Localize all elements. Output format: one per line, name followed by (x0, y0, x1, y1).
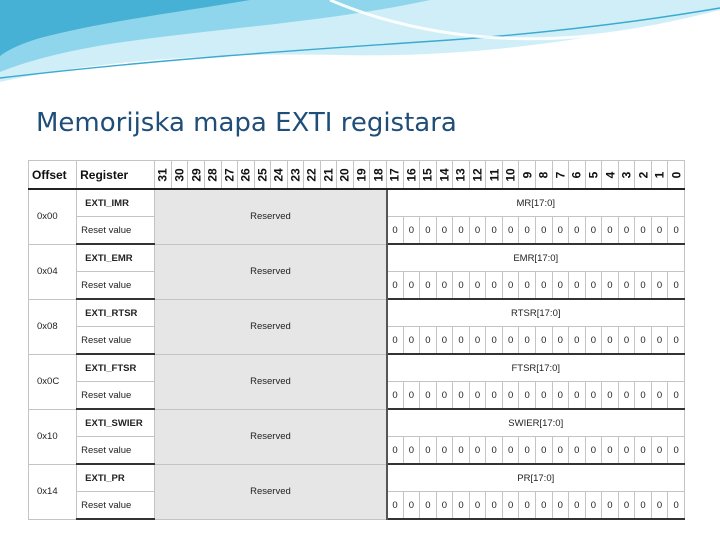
bit-header (502, 161, 519, 190)
reset-bit: 0 (403, 437, 420, 465)
bit-header-label: 27 (222, 167, 237, 182)
register-offset: 0x0C (29, 354, 77, 409)
reset-bit: 0 (651, 327, 668, 355)
bit-header-label: 8 (536, 171, 551, 178)
register-offset: 0x10 (29, 409, 77, 464)
reset-bit: 0 (552, 492, 569, 520)
reset-bit: 0 (403, 492, 420, 520)
reset-bit: 0 (535, 492, 552, 520)
bit-field: SWIER[17:0] (387, 409, 685, 437)
reset-bit: 0 (535, 437, 552, 465)
reserved-field: Reserved (155, 299, 387, 354)
bit-header-label: 13 (453, 167, 468, 182)
reset-bit: 0 (469, 272, 486, 300)
reset-bit: 0 (602, 492, 619, 520)
reset-bit: 0 (469, 382, 486, 410)
bit-header (155, 161, 172, 190)
bit-header (618, 161, 635, 190)
bit-header (320, 161, 337, 190)
reset-bit: 0 (602, 217, 619, 245)
bit-header (370, 161, 387, 190)
reset-bit: 0 (585, 217, 602, 245)
bit-field: MR[17:0] (387, 189, 685, 217)
reset-bit: 0 (585, 327, 602, 355)
reset-bit: 0 (486, 272, 503, 300)
bit-header (486, 161, 503, 190)
reset-bit: 0 (436, 217, 453, 245)
reset-bit: 0 (618, 217, 635, 245)
reserved-field: Reserved (155, 354, 387, 409)
reset-bit: 0 (469, 437, 486, 465)
reset-bit: 0 (502, 327, 519, 355)
reset-value-label: Reset value (77, 437, 155, 465)
reset-bit: 0 (486, 217, 503, 245)
bit-header (535, 161, 552, 190)
reset-bit: 0 (651, 217, 668, 245)
register-row (29, 299, 685, 327)
reset-bit: 0 (651, 437, 668, 465)
reset-bit: 0 (535, 382, 552, 410)
reset-bit: 0 (519, 492, 536, 520)
bit-header (602, 161, 619, 190)
reset-bit: 0 (453, 327, 470, 355)
bit-header (353, 161, 370, 190)
reset-bit: 0 (387, 437, 404, 465)
reset-bit: 0 (618, 327, 635, 355)
bit-header-label: 15 (420, 167, 435, 182)
bit-header (304, 161, 321, 190)
register-row (29, 244, 685, 272)
reset-value-label: Reset value (77, 492, 155, 520)
reset-bit: 0 (618, 272, 635, 300)
bit-header-label: 10 (503, 167, 518, 182)
register-row (29, 409, 685, 437)
bit-header-label: 31 (156, 167, 171, 182)
reset-bit: 0 (602, 327, 619, 355)
reset-bit: 0 (585, 272, 602, 300)
register-offset: 0x00 (29, 189, 77, 244)
register-row (29, 189, 685, 217)
reset-bit: 0 (618, 492, 635, 520)
bit-header-label: 21 (321, 167, 336, 182)
reserved-field: Reserved (155, 189, 387, 244)
reset-bit: 0 (486, 327, 503, 355)
bit-header (188, 161, 205, 190)
reset-bit: 0 (635, 382, 652, 410)
reset-bit: 0 (585, 437, 602, 465)
reset-bit: 0 (486, 437, 503, 465)
bit-field: EMR[17:0] (387, 244, 685, 272)
reset-bit: 0 (569, 382, 586, 410)
reset-bit: 0 (618, 382, 635, 410)
reset-bit: 0 (403, 327, 420, 355)
bit-header-label: 29 (189, 167, 204, 182)
bit-header (238, 161, 255, 190)
register-name: EXTI_IMR (77, 189, 155, 217)
reset-bit: 0 (585, 492, 602, 520)
table-header (29, 161, 685, 190)
reset-bit: 0 (403, 272, 420, 300)
reset-bit: 0 (552, 437, 569, 465)
reset-bit: 0 (420, 217, 437, 245)
bit-header (287, 161, 304, 190)
reset-value-label: Reset value (77, 382, 155, 410)
slide-title: Memorijska mapa EXTI registara (36, 108, 457, 138)
reset-bit: 0 (502, 272, 519, 300)
bit-header-label: 23 (288, 167, 303, 182)
bit-header (271, 161, 288, 190)
bit-header (221, 161, 238, 190)
reset-bit: 0 (486, 492, 503, 520)
reset-bit: 0 (569, 492, 586, 520)
reset-bit: 0 (569, 272, 586, 300)
reset-bit: 0 (519, 272, 536, 300)
reset-bit: 0 (535, 217, 552, 245)
reset-bit: 0 (519, 327, 536, 355)
reset-bit: 0 (420, 327, 437, 355)
register-name: EXTI_EMR (77, 244, 155, 272)
register-name: EXTI_RTSR (77, 299, 155, 327)
reset-bit: 0 (420, 492, 437, 520)
bit-header (453, 161, 470, 190)
bit-header-label: 5 (586, 171, 601, 178)
reset-bit: 0 (635, 492, 652, 520)
bit-header-label: 24 (271, 167, 286, 182)
reset-bit: 0 (651, 272, 668, 300)
register-row (29, 354, 685, 382)
register-name: EXTI_FTSR (77, 354, 155, 382)
reset-bit: 0 (569, 437, 586, 465)
reset-bit: 0 (651, 492, 668, 520)
register-offset: 0x08 (29, 299, 77, 354)
bit-header (403, 161, 420, 190)
reset-bit: 0 (668, 272, 685, 300)
bit-header-label: 26 (238, 167, 253, 182)
reset-bit: 0 (635, 327, 652, 355)
bit-header-label: 19 (354, 167, 369, 182)
bit-header (585, 161, 602, 190)
reset-bit: 0 (651, 382, 668, 410)
reset-bit: 0 (668, 382, 685, 410)
reset-bit: 0 (387, 272, 404, 300)
bit-header (205, 161, 222, 190)
reset-bit: 0 (387, 492, 404, 520)
bit-field: FTSR[17:0] (387, 354, 685, 382)
bit-header (387, 161, 404, 190)
bit-header-label: 9 (520, 171, 535, 178)
bit-header-label: 18 (371, 167, 386, 182)
offset-column-header: Offset (29, 161, 77, 190)
reset-bit: 0 (618, 437, 635, 465)
bit-header-label: 14 (437, 167, 452, 182)
reset-bit: 0 (436, 437, 453, 465)
bit-header-label: 30 (172, 167, 187, 182)
reset-bit: 0 (552, 382, 569, 410)
reset-bit: 0 (453, 492, 470, 520)
register-name: EXTI_SWIER (77, 409, 155, 437)
bit-header-label: 16 (404, 167, 419, 182)
reset-bit: 0 (387, 382, 404, 410)
register-name: EXTI_PR (77, 464, 155, 492)
reset-bit: 0 (469, 327, 486, 355)
bit-header-label: 17 (387, 167, 402, 182)
bit-header-label: 12 (470, 167, 485, 182)
bit-header-label: 25 (255, 167, 270, 182)
reset-bit: 0 (668, 492, 685, 520)
reset-bit: 0 (469, 492, 486, 520)
reset-bit: 0 (519, 437, 536, 465)
reset-bit: 0 (602, 272, 619, 300)
bit-header-label: 20 (338, 167, 353, 182)
bit-header-label: 28 (205, 167, 220, 182)
reserved-field: Reserved (155, 409, 387, 464)
bit-header-label: 6 (569, 171, 584, 178)
reset-bit: 0 (469, 217, 486, 245)
bit-header (552, 161, 569, 190)
register-offset: 0x04 (29, 244, 77, 299)
reset-bit: 0 (502, 382, 519, 410)
reset-bit: 0 (535, 327, 552, 355)
reset-bit: 0 (403, 217, 420, 245)
bit-header (519, 161, 536, 190)
reset-bit: 0 (552, 272, 569, 300)
register-column-header: Register (77, 161, 155, 190)
reset-value-label: Reset value (77, 217, 155, 245)
bit-header-label: 0 (669, 171, 684, 178)
bit-header-label: 3 (619, 171, 634, 178)
bit-header (171, 161, 188, 190)
bit-header (469, 161, 486, 190)
reset-bit: 0 (387, 217, 404, 245)
bit-header-label: 7 (553, 171, 568, 178)
bit-header-label: 4 (602, 171, 617, 178)
reset-bit: 0 (602, 437, 619, 465)
reset-bit: 0 (635, 217, 652, 245)
reset-bit: 0 (585, 382, 602, 410)
bit-header (569, 161, 586, 190)
bit-header-label: 11 (487, 168, 502, 181)
reset-bit: 0 (420, 382, 437, 410)
reset-bit: 0 (635, 437, 652, 465)
reset-bit: 0 (502, 492, 519, 520)
reset-bit: 0 (387, 327, 404, 355)
decorative-swoosh-banner (0, 0, 720, 90)
reset-value-label: Reset value (77, 272, 155, 300)
reserved-field: Reserved (155, 244, 387, 299)
reset-bit: 0 (552, 327, 569, 355)
reset-bit: 0 (403, 382, 420, 410)
reset-bit: 0 (502, 437, 519, 465)
reset-bit: 0 (436, 382, 453, 410)
reset-bit: 0 (668, 217, 685, 245)
reset-bit: 0 (453, 217, 470, 245)
reset-bit: 0 (436, 327, 453, 355)
reset-bit: 0 (635, 272, 652, 300)
reset-bit: 0 (668, 437, 685, 465)
reset-bit: 0 (535, 272, 552, 300)
reset-bit: 0 (569, 217, 586, 245)
reset-value-label: Reset value (77, 327, 155, 355)
bit-header (254, 161, 271, 190)
reset-bit: 0 (486, 382, 503, 410)
register-row (29, 464, 685, 492)
reset-bit: 0 (436, 492, 453, 520)
bit-header (635, 161, 652, 190)
reset-bit: 0 (668, 327, 685, 355)
exti-register-map-table (28, 160, 685, 520)
reset-bit: 0 (420, 272, 437, 300)
bit-header-label: 22 (305, 167, 320, 182)
reset-bit: 0 (519, 217, 536, 245)
reset-bit: 0 (453, 382, 470, 410)
reset-bit: 0 (502, 217, 519, 245)
register-offset: 0x14 (29, 464, 77, 519)
bit-header-label: 1 (652, 171, 667, 178)
bit-header (436, 161, 453, 190)
reset-bit: 0 (453, 272, 470, 300)
reset-bit: 0 (552, 217, 569, 245)
reset-bit: 0 (519, 382, 536, 410)
bit-field: PR[17:0] (387, 464, 685, 492)
reset-bit: 0 (436, 272, 453, 300)
bit-header (420, 161, 437, 190)
table-body (29, 189, 685, 519)
bit-header-label: 2 (636, 171, 650, 178)
reset-bit: 0 (420, 437, 437, 465)
bit-header (668, 161, 685, 190)
reset-bit: 0 (453, 437, 470, 465)
reset-bit: 0 (602, 382, 619, 410)
bit-field: RTSR[17:0] (387, 299, 685, 327)
reset-bit: 0 (569, 327, 586, 355)
reserved-field: Reserved (155, 464, 387, 519)
bit-header (651, 161, 668, 190)
bit-header (337, 161, 354, 190)
